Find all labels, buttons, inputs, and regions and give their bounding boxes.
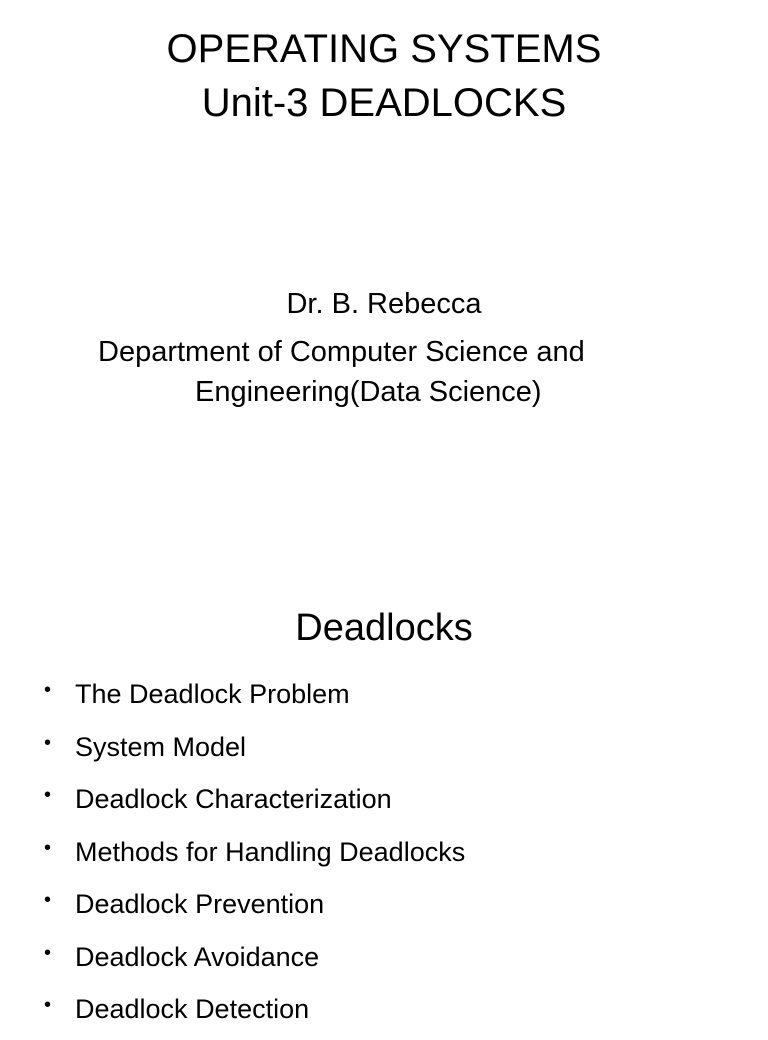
section-heading: Deadlocks (295, 607, 473, 649)
list-item-text: Deadlock Detection (75, 994, 310, 1024)
list-item (0, 830, 768, 883)
bullet-icon: • (44, 679, 52, 701)
list-item-text: Deadlock Avoidance (75, 941, 320, 972)
list-item-text: Methods for Handling Deadlocks (75, 836, 466, 867)
bullet-icon: • (44, 784, 52, 806)
department (98, 332, 718, 412)
title-line-2: Unit-3 DEADLOCKS (201, 81, 567, 125)
list-item (0, 777, 768, 830)
list-item (0, 987, 768, 1040)
list-item-text: System Model (75, 731, 247, 762)
department-line-2: Engineering(Data Science) (195, 376, 542, 408)
list-item (0, 935, 768, 988)
list-item-text: The Deadlock Problem (75, 679, 350, 709)
author-block (0, 284, 768, 324)
slide-title (0, 22, 768, 130)
list-item-text: Deadlock Characterization (75, 784, 392, 814)
bullet-icon: • (44, 731, 52, 754)
bullet-icon: • (44, 941, 52, 964)
list-item-text: Deadlock Prevention (75, 889, 325, 919)
author-name: Dr. B. Rebecca (286, 288, 482, 320)
bullet-icon: • (44, 889, 52, 911)
list-item (0, 725, 768, 778)
bullet-icon: • (44, 836, 52, 859)
list-item (0, 672, 768, 725)
bullet-icon: • (44, 994, 52, 1016)
title-line-1: OPERATING SYSTEMS (166, 27, 602, 71)
list-item (0, 882, 768, 935)
department-line-1: Department of Computer Science and (98, 336, 585, 368)
topic-list (0, 672, 768, 1040)
